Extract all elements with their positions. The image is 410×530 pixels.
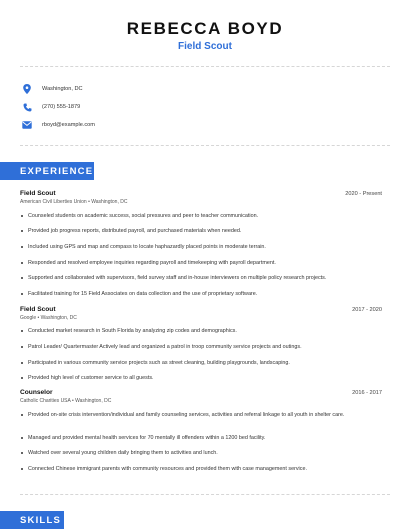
bullet-item: Participated in various community service projects such as street cleaning, building playgrounds, landscaping. bbox=[20, 359, 370, 367]
contact-phone bbox=[22, 101, 80, 113]
bullet-item: Supported and collaborated with supervisors, field survey staff and in-house interviewers on multiple policy research projects. bbox=[20, 274, 370, 282]
job-dates: 2017 - 2020 bbox=[352, 307, 382, 313]
contact-email-text: rboyd@example.com bbox=[42, 122, 95, 128]
bullet-item: Managed and provided mental health services for 70 mentally ill offenders within a 1200 bed facility. bbox=[20, 434, 370, 442]
job-organization: American Civil Liberties Union • Washington, DC bbox=[20, 199, 128, 205]
job-title: Field Scout bbox=[20, 306, 56, 313]
job-entry bbox=[20, 389, 382, 472]
contact-email bbox=[22, 119, 95, 131]
bullet-item: Watched over several young children daily bringing them to activities and lunch. bbox=[20, 449, 370, 457]
job-entry bbox=[20, 190, 382, 297]
candidate-title: Field Scout bbox=[178, 41, 232, 52]
job-organization: Catholic Charities USA • Washington, DC bbox=[20, 398, 112, 404]
contact-location-text: Washington, DC bbox=[42, 86, 83, 92]
bullet-item: Facilitated training for 15 Field Associates on data collection and the use of proprietary software. bbox=[20, 290, 370, 298]
location-pin-icon bbox=[22, 84, 32, 94]
bullet-item: Provided on-site crisis intervention/individual and family counseling services, activities and referral linkage to all youth in shelter care. bbox=[20, 411, 370, 419]
bullet-item: Patrol Leader/ Quartermaster Actively lead and organized a patrol in troop community service projects and outings. bbox=[20, 343, 370, 351]
bullet-item: Provided job progress reports, distributed payroll, and purchased materials when needed. bbox=[20, 227, 370, 235]
contact-divider bbox=[20, 145, 390, 146]
contact-phone-text: (270) 555-1879 bbox=[42, 104, 81, 110]
header-divider bbox=[20, 66, 390, 67]
experience-divider bbox=[20, 494, 390, 495]
job-dates: 2016 - 2017 bbox=[352, 390, 382, 396]
bullet-item: Included using GPS and map and compass to locate haphazardly placed points in moderate terrain. bbox=[20, 243, 370, 251]
job-dates: 2020 - Present bbox=[345, 191, 382, 197]
job-title: Counselor bbox=[20, 389, 53, 396]
email-icon bbox=[22, 120, 32, 130]
section-skills-header: SKILLS bbox=[0, 511, 64, 529]
job-entry bbox=[20, 306, 382, 381]
phone-icon bbox=[22, 102, 32, 112]
bullet-item: Responded and resolved employee inquiries regarding payroll and timekeeping with payroll department. bbox=[20, 259, 370, 267]
job-title: Field Scout bbox=[20, 190, 56, 197]
bullet-item: Connected Chinese immigrant parents with community resources and provided them with case management service. bbox=[20, 465, 370, 473]
contact-location bbox=[22, 83, 83, 95]
bullet-item: Conducted market research in South Florida by analyzing zip codes and demographics. bbox=[20, 327, 370, 335]
candidate-name: REBECCA BOYD bbox=[126, 19, 284, 38]
bullet-item: Provided high level of customer service to all guests. bbox=[20, 374, 370, 382]
bullet-item: Counseled students on academic success, social pressures and peer to teacher communication. bbox=[20, 212, 370, 220]
section-experience-header: EXPERIENCE bbox=[0, 162, 94, 180]
job-organization: Google • Washington, DC bbox=[20, 315, 77, 321]
